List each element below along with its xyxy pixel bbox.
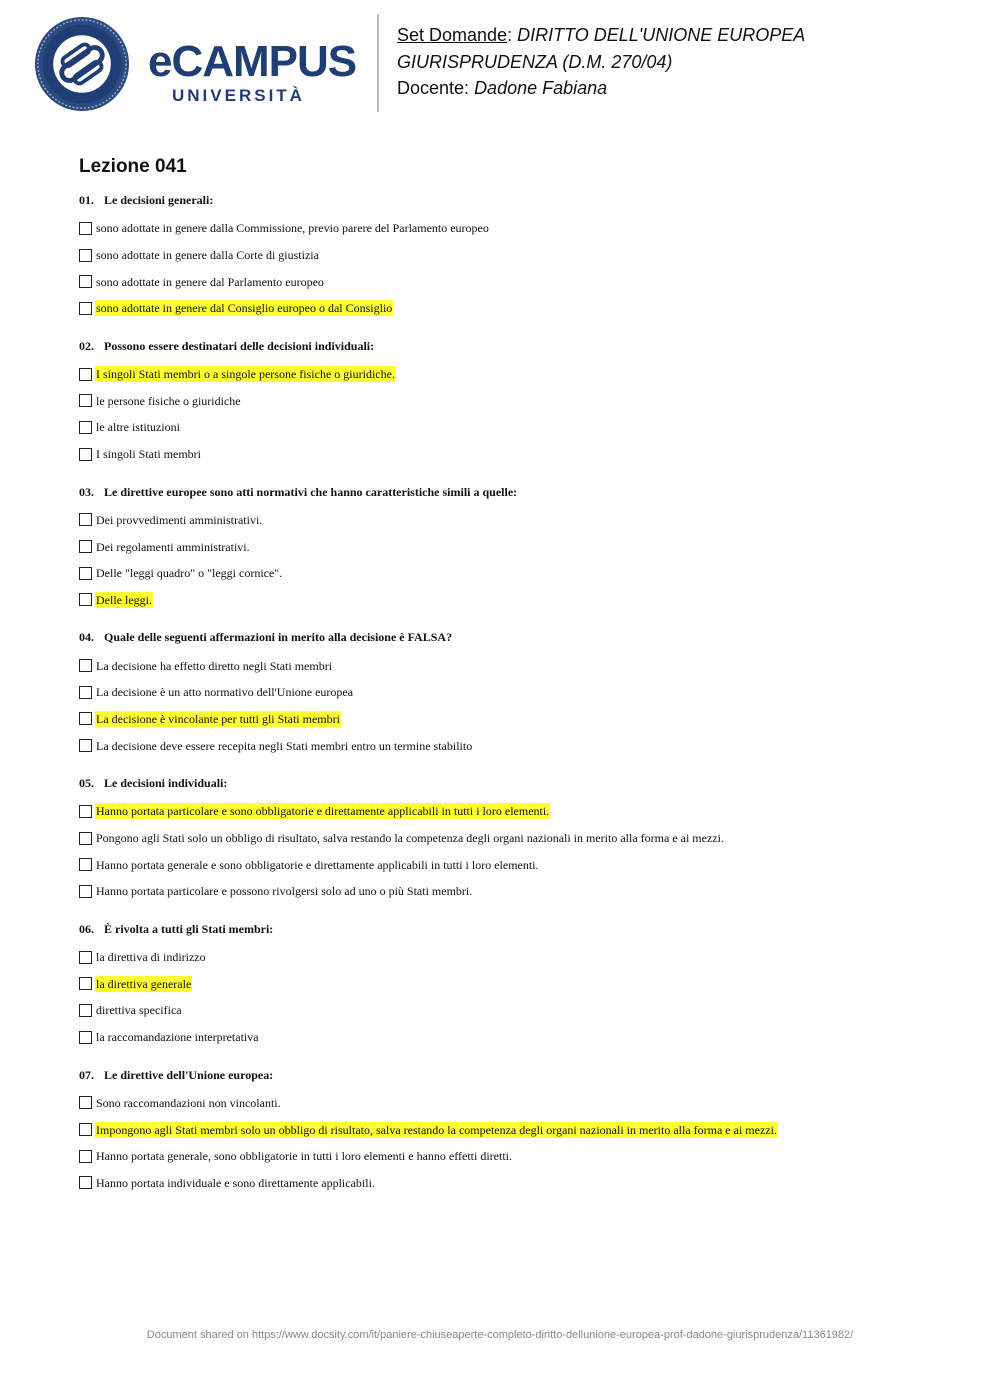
question-list: [79, 153, 939, 1211]
answer-text: La decisione deve essere recepita negli Stati membri entro un termine stabilito: [96, 738, 473, 753]
answer-text-highlighted: Delle leggi.: [96, 592, 152, 607]
answer-option[interactable]: [79, 878, 939, 905]
answer-text: Dei regolamenti amministrativi.: [96, 539, 250, 554]
question-number: 05.: [79, 776, 94, 790]
footer-note: Document shared on https://www.docsity.com/it/paniere-chiuseaperte-completo-diritto-dellunione-europea-prof-dadone-giurisprudenza/11361982/: [146, 1329, 854, 1341]
answer-option[interactable]: [79, 851, 939, 878]
answer-option[interactable]: [79, 507, 939, 534]
lesson-title: Lezione 041: [79, 156, 187, 177]
question-number: 01.: [79, 193, 94, 207]
question-text: [79, 337, 939, 355]
answer-option[interactable]: [79, 587, 939, 614]
answer-text-highlighted: sono adottate in genere dal Consiglio europeo o dal Consiglio: [96, 301, 393, 316]
checkbox[interactable]: [79, 1096, 92, 1109]
answer-text: Pongono agli Stati solo un obbligo di risultato, salva restando la competenza degli organi nazionali in merito alla forma e ai mezzi.: [96, 831, 724, 846]
checkbox[interactable]: [79, 739, 92, 752]
answer-text: sono adottate in genere dalla Corte di giustizia: [96, 248, 319, 263]
checkbox[interactable]: [79, 1004, 92, 1017]
page-header: [0, 0, 1000, 120]
course-line-2: GIURISPRUDENZA (D.M. 270/04): [397, 51, 673, 72]
answer-text: Delle "leggi quadro" o "leggi cornice".: [96, 566, 283, 581]
course-name: DIRITTO DELL'UNIONE EUROPEA: [517, 25, 806, 45]
question-number: 03.: [79, 484, 94, 499]
checkbox[interactable]: [79, 805, 92, 818]
checkbox[interactable]: [79, 885, 92, 898]
question-block: [79, 337, 939, 468]
teacher-name: Dadone Fabiana: [474, 78, 608, 98]
checkbox[interactable]: [79, 593, 92, 606]
answer-text: le altre istituzioni: [96, 420, 180, 435]
question-label: Possono essere destinatari delle decisioni individuali:: [104, 338, 375, 353]
answer-option[interactable]: [79, 1024, 939, 1051]
course-line-1: Set Domande: DIRITTO DELL'UNIONE EUROPEA: [397, 25, 806, 45]
answer-option[interactable]: [79, 560, 939, 587]
answer-option[interactable]: [79, 242, 939, 269]
checkbox[interactable]: [79, 977, 92, 990]
answer-text: Hanno portata generale, sono obbligatorie in tutti i loro elementi e hanno effetti diretti.: [96, 1149, 512, 1164]
checkbox[interactable]: [79, 448, 92, 461]
answer-option[interactable]: [79, 798, 939, 825]
answer-text-highlighted: Impongono agli Stati membri solo un obbligo di risultato, salva restando la competenza degli organi nazionali in merito alla forma e ai mezzi.: [96, 1122, 777, 1137]
answer-text: La decisione ha effetto diretto negli Stati membri: [96, 658, 333, 673]
checkbox[interactable]: [79, 394, 92, 407]
checkbox[interactable]: [79, 1176, 92, 1189]
answer-option[interactable]: [79, 706, 939, 733]
answer-text: la raccomandazione interpretativa: [96, 1030, 259, 1045]
set-label: Set Domande: [397, 25, 508, 45]
answer-text: Sono raccomandazioni non vincolanti.: [96, 1095, 281, 1110]
question-label: Le decisioni generali:: [104, 193, 214, 207]
question-text: [79, 628, 939, 646]
checkbox[interactable]: [79, 302, 92, 315]
checkbox[interactable]: [79, 249, 92, 262]
answer-option[interactable]: [79, 414, 939, 441]
checkbox[interactable]: [79, 1150, 92, 1163]
question-block: [79, 483, 939, 614]
question-text: [79, 774, 939, 792]
question-text: [79, 191, 939, 209]
answer-text-highlighted: la direttiva generale: [96, 976, 192, 991]
question-block: [79, 191, 939, 322]
question-number: 06.: [79, 921, 94, 936]
answer-text: direttiva specifica: [96, 1003, 182, 1018]
ecampus-logo-icon: [34, 16, 130, 112]
checkbox[interactable]: [79, 421, 92, 434]
course-info: [397, 22, 805, 102]
answer-option[interactable]: [79, 387, 939, 414]
question-number: 04.: [79, 630, 94, 645]
answer-option[interactable]: [79, 268, 939, 295]
header-divider: [377, 14, 379, 112]
answer-option[interactable]: [79, 361, 939, 388]
checkbox[interactable]: [79, 1031, 92, 1044]
question-label: È rivolta a tutti gli Stati membri:: [104, 921, 274, 936]
question-text: [79, 1066, 939, 1084]
checkbox[interactable]: [79, 275, 92, 288]
answer-option[interactable]: [79, 295, 939, 322]
answer-text-highlighted: Hanno portata particolare e sono obbligatorie e direttamente applicabili in tutti i loro elementi.: [96, 804, 550, 819]
checkbox[interactable]: [79, 832, 92, 845]
question-label: Le decisioni individuali:: [104, 776, 228, 790]
answer-option[interactable]: [79, 1143, 939, 1170]
answer-text: Hanno portata particolare e possono rivolgersi solo ad uno o più Stati membri.: [96, 884, 473, 899]
answer-text: I singoli Stati membri: [96, 447, 201, 462]
question-text: [79, 920, 939, 938]
answer-option[interactable]: [79, 732, 939, 759]
checkbox[interactable]: [79, 712, 92, 725]
answer-text-highlighted: La decisione è vincolante per tutti gli Stati membri: [96, 711, 340, 726]
answer-option[interactable]: [79, 944, 939, 971]
answer-text: la direttiva di indirizzo: [96, 950, 206, 965]
teacher-line: [397, 75, 805, 102]
answer-option[interactable]: [79, 441, 939, 468]
question-label: Quale delle seguenti affermazioni in merito alla decisione è FALSA?: [104, 630, 453, 645]
checkbox[interactable]: [79, 858, 92, 871]
answer-option[interactable]: [79, 533, 939, 560]
checkbox[interactable]: [79, 567, 92, 580]
question-block: [79, 774, 939, 905]
checkbox[interactable]: [79, 540, 92, 553]
answer-option[interactable]: [79, 652, 939, 679]
answer-option[interactable]: [79, 1116, 939, 1143]
question-block: [79, 920, 939, 1051]
answer-text: sono adottate in genere dal Parlamento europeo: [96, 274, 324, 289]
answer-option[interactable]: [79, 825, 939, 852]
checkbox[interactable]: [79, 222, 92, 235]
checkbox[interactable]: [79, 951, 92, 964]
logo-subtitle: UNIVERSITÀ: [172, 86, 305, 105]
answer-option[interactable]: [79, 679, 939, 706]
answer-option[interactable]: [79, 997, 939, 1024]
logo-brand: eCAMPUS: [148, 37, 357, 86]
question-text: [79, 483, 939, 501]
checkbox[interactable]: [79, 1123, 92, 1136]
question-block: [79, 1066, 939, 1197]
question-label: Le direttive europee sono atti normativi che hanno caratteristiche simili a quelle:: [104, 484, 518, 499]
answer-text: Hanno portata generale e sono obbligatorie e direttamente applicabili in tutti i loro elementi.: [96, 857, 539, 872]
question-number: 07.: [79, 1067, 94, 1082]
teacher-label: Docente:: [397, 78, 470, 98]
answer-text: Hanno portata individuale e sono direttamente applicabili.: [96, 1175, 375, 1190]
question-number: 02.: [79, 338, 94, 353]
checkbox[interactable]: [79, 686, 92, 699]
questions-container: [79, 191, 939, 1196]
checkbox[interactable]: [79, 513, 92, 526]
checkbox[interactable]: [79, 659, 92, 672]
question-block: [79, 628, 939, 759]
answer-option[interactable]: [79, 215, 939, 242]
question-label: Le direttive dell'Unione europea:: [104, 1067, 274, 1082]
checkbox[interactable]: [79, 368, 92, 381]
answer-text: le persone fisiche o giuridiche: [96, 393, 241, 408]
answer-option[interactable]: [79, 970, 939, 997]
answer-option[interactable]: [79, 1090, 939, 1117]
answer-option[interactable]: [79, 1170, 939, 1197]
answer-text: Dei provvedimenti amministrativi.: [96, 512, 263, 527]
answer-text: La decisione è un atto normativo dell'Unione europea: [96, 685, 354, 700]
answer-text: sono adottate in genere dalla Commissione, previo parere del Parlamento europeo: [96, 221, 489, 236]
answer-text-highlighted: I singoli Stati membri o a singole persone fisiche o giuridiche.: [96, 367, 395, 382]
